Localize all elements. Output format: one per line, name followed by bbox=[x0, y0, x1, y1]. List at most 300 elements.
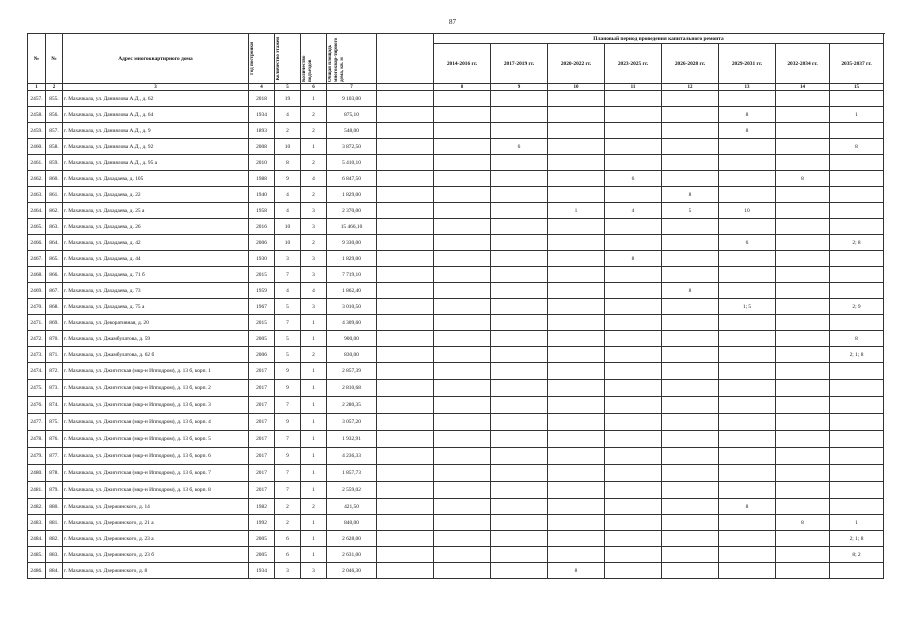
table-row bbox=[28, 448, 884, 465]
spacer-cell bbox=[377, 171, 434, 187]
spacer-cell bbox=[377, 283, 434, 299]
row-index: 2465. bbox=[28, 219, 46, 235]
period-cell bbox=[719, 531, 776, 547]
entrances-cell: 4 bbox=[301, 283, 327, 299]
table-row bbox=[28, 563, 884, 579]
period-cell bbox=[491, 107, 548, 123]
period-cell bbox=[662, 414, 719, 431]
row-number: 861. bbox=[46, 187, 63, 203]
period-cell bbox=[491, 299, 548, 315]
period-cell bbox=[719, 563, 776, 579]
area-cell: 6 847,50 bbox=[327, 171, 377, 187]
table-row bbox=[28, 515, 884, 531]
spacer-cell bbox=[377, 139, 434, 155]
period-cell bbox=[719, 465, 776, 482]
row-index: 2485. bbox=[28, 547, 46, 563]
floors-cell: 7 bbox=[275, 267, 301, 283]
period-cell bbox=[605, 380, 662, 397]
row-number: 867. bbox=[46, 283, 63, 299]
table-row bbox=[28, 547, 884, 563]
period-cell: 2; 1; 8 bbox=[830, 347, 884, 363]
spacer-cell bbox=[377, 380, 434, 397]
period-cell bbox=[434, 203, 491, 219]
table-row bbox=[28, 139, 884, 155]
period-cell bbox=[776, 331, 830, 347]
period-cell bbox=[719, 219, 776, 235]
period-cell bbox=[548, 283, 605, 299]
period-cell bbox=[548, 397, 605, 414]
period-cell bbox=[662, 397, 719, 414]
period-cell bbox=[548, 299, 605, 315]
header-year: Год постройки bbox=[250, 42, 255, 75]
table-row bbox=[28, 397, 884, 414]
row-index: 2464. bbox=[28, 203, 46, 219]
row-number: 877. bbox=[46, 448, 63, 465]
period-cell bbox=[662, 123, 719, 139]
period-cell bbox=[830, 283, 884, 299]
period-cell bbox=[434, 331, 491, 347]
address-cell: г. Махачкала, ул. Джигитская (мкр-н Ипподром), д. 13 б, корп. 4 bbox=[63, 414, 249, 431]
table-row bbox=[28, 315, 884, 331]
address-cell: г. Махачкала, ул. Даниялова А.Д., д. 92 bbox=[63, 139, 249, 155]
area-cell: 2 810,68 bbox=[327, 380, 377, 397]
period-cell bbox=[491, 465, 548, 482]
year-cell: 1959 bbox=[249, 283, 275, 299]
page-number: 87 bbox=[449, 18, 456, 26]
period-cell bbox=[548, 431, 605, 448]
period-cell bbox=[719, 363, 776, 380]
period-cell bbox=[434, 482, 491, 499]
period-cell: 2; 9 bbox=[830, 299, 884, 315]
period-cell bbox=[830, 482, 884, 499]
address-cell: г. Махачкала, ул. Дзержинского, д. 23 б bbox=[63, 547, 249, 563]
period-cell bbox=[776, 448, 830, 465]
row-number: 880. bbox=[46, 499, 63, 515]
period-cell bbox=[491, 203, 548, 219]
period-cell bbox=[434, 251, 491, 267]
period-cell bbox=[662, 299, 719, 315]
period-cell bbox=[491, 482, 548, 499]
period-cell bbox=[776, 123, 830, 139]
table-row bbox=[28, 203, 884, 219]
area-cell: 9 330,00 bbox=[327, 235, 377, 251]
entrances-cell: 3 bbox=[301, 251, 327, 267]
period-cell bbox=[434, 363, 491, 380]
header-no: № bbox=[46, 34, 63, 84]
period-cell bbox=[830, 499, 884, 515]
period-cell bbox=[605, 397, 662, 414]
year-cell: 2006 bbox=[249, 235, 275, 251]
floors-cell: 2 bbox=[275, 515, 301, 531]
year-cell: 1967 bbox=[249, 299, 275, 315]
entrances-cell: 2 bbox=[301, 155, 327, 171]
period-cell bbox=[776, 299, 830, 315]
period-cell bbox=[434, 267, 491, 283]
floors-cell: 9 bbox=[275, 363, 301, 380]
header-period-2: 2020-2022 гг. bbox=[548, 44, 605, 84]
period-cell bbox=[491, 91, 548, 107]
floors-cell: 8 bbox=[275, 155, 301, 171]
floors-cell: 10 bbox=[275, 139, 301, 155]
spacer-cell bbox=[377, 203, 434, 219]
period-cell bbox=[491, 219, 548, 235]
table-row bbox=[28, 299, 884, 315]
row-number: 884. bbox=[46, 563, 63, 579]
address-cell: г. Махачкала, ул. Дахадаева, д. 75 а bbox=[63, 299, 249, 315]
period-cell bbox=[662, 465, 719, 482]
header-spacer bbox=[377, 34, 434, 84]
period-cell bbox=[662, 448, 719, 465]
period-cell bbox=[830, 219, 884, 235]
entrances-cell: 3 bbox=[301, 203, 327, 219]
table-row bbox=[28, 531, 884, 547]
year-cell: 1958 bbox=[249, 203, 275, 219]
year-cell: 2005 bbox=[249, 531, 275, 547]
entrances-cell: 2 bbox=[301, 347, 327, 363]
period-cell bbox=[548, 465, 605, 482]
period-cell bbox=[434, 155, 491, 171]
address-cell: г. Махачкала, ул. Джигитская (мкр-н Ипподром), д. 13 б, корп. 7 bbox=[63, 465, 249, 482]
period-cell: 2; 8 bbox=[830, 235, 884, 251]
period-cell bbox=[434, 547, 491, 563]
period-cell bbox=[776, 531, 830, 547]
period-cell bbox=[830, 414, 884, 431]
period-cell bbox=[605, 331, 662, 347]
period-cell bbox=[776, 363, 830, 380]
column-number: 2 bbox=[46, 84, 63, 91]
row-number: 863. bbox=[46, 219, 63, 235]
period-cell bbox=[662, 267, 719, 283]
row-index: 2467. bbox=[28, 251, 46, 267]
entrances-cell: 3 bbox=[301, 219, 327, 235]
floors-cell: 9 bbox=[275, 171, 301, 187]
period-cell bbox=[662, 107, 719, 123]
period-cell bbox=[719, 91, 776, 107]
header-period-4: 2026-2028 гг. bbox=[662, 44, 719, 84]
period-cell bbox=[662, 315, 719, 331]
row-number: 864. bbox=[46, 235, 63, 251]
period-cell bbox=[776, 91, 830, 107]
period-cell bbox=[548, 448, 605, 465]
address-cell: г. Махачкала, ул. Даниялова А.Д., д. 9 bbox=[63, 123, 249, 139]
period-cell bbox=[491, 547, 548, 563]
area-cell: 2 370,00 bbox=[327, 203, 377, 219]
table-row bbox=[28, 235, 884, 251]
spacer-cell bbox=[377, 219, 434, 235]
period-cell: 6 bbox=[491, 139, 548, 155]
period-cell: 10 bbox=[719, 203, 776, 219]
period-cell: 1 bbox=[830, 107, 884, 123]
area-cell: 2 628,00 bbox=[327, 531, 377, 547]
period-cell bbox=[605, 299, 662, 315]
floors-cell: 7 bbox=[275, 431, 301, 448]
floors-cell: 4 bbox=[275, 203, 301, 219]
row-number: 882. bbox=[46, 531, 63, 547]
period-cell bbox=[434, 315, 491, 331]
period-cell bbox=[719, 347, 776, 363]
table-row bbox=[28, 499, 884, 515]
period-cell bbox=[605, 315, 662, 331]
period-cell bbox=[830, 155, 884, 171]
year-cell: 2015 bbox=[249, 267, 275, 283]
area-cell: 3 057,20 bbox=[327, 414, 377, 431]
period-cell bbox=[605, 219, 662, 235]
area-cell: 3 010,50 bbox=[327, 299, 377, 315]
period-cell bbox=[776, 414, 830, 431]
period-cell bbox=[605, 431, 662, 448]
spacer-cell bbox=[377, 448, 434, 465]
spacer-cell bbox=[377, 499, 434, 515]
period-cell: 1 bbox=[548, 203, 605, 219]
header-idx: № bbox=[28, 34, 46, 84]
entrances-cell: 1 bbox=[301, 363, 327, 380]
period-cell bbox=[662, 531, 719, 547]
period-cell bbox=[548, 267, 605, 283]
area-cell: 3 872,50 bbox=[327, 139, 377, 155]
row-index: 2479. bbox=[28, 448, 46, 465]
table-row bbox=[28, 414, 884, 431]
period-cell bbox=[434, 107, 491, 123]
table-row bbox=[28, 347, 884, 363]
period-cell bbox=[434, 563, 491, 579]
period-cell bbox=[548, 187, 605, 203]
spacer-cell bbox=[377, 563, 434, 579]
column-number: 4 bbox=[249, 84, 275, 91]
row-number: 855. bbox=[46, 91, 63, 107]
period-cell bbox=[548, 547, 605, 563]
period-cell bbox=[434, 431, 491, 448]
period-cell bbox=[605, 155, 662, 171]
row-index: 2471. bbox=[28, 315, 46, 331]
row-number: 873. bbox=[46, 380, 63, 397]
period-cell bbox=[491, 499, 548, 515]
floors-cell: 7 bbox=[275, 465, 301, 482]
period-cell bbox=[776, 482, 830, 499]
header-period-6: 2032-2034 гг. bbox=[776, 44, 830, 84]
period-cell bbox=[491, 363, 548, 380]
period-cell bbox=[662, 331, 719, 347]
period-cell bbox=[491, 431, 548, 448]
year-cell: 2015 bbox=[249, 315, 275, 331]
area-cell: 1 829,00 bbox=[327, 251, 377, 267]
year-cell: 1992 bbox=[249, 515, 275, 531]
period-cell: 2; 1; 8 bbox=[830, 531, 884, 547]
period-cell bbox=[491, 235, 548, 251]
row-index: 2475. bbox=[28, 380, 46, 397]
period-cell bbox=[548, 414, 605, 431]
period-cell bbox=[605, 107, 662, 123]
period-cell bbox=[491, 531, 548, 547]
year-cell: 1940 bbox=[249, 187, 275, 203]
header-period-title: Плановый период проведения капитального ремонта bbox=[434, 34, 884, 44]
period-cell bbox=[491, 267, 548, 283]
floors-cell: 10 bbox=[275, 235, 301, 251]
period-cell bbox=[776, 155, 830, 171]
year-cell: 2017 bbox=[249, 397, 275, 414]
column-number: 13 bbox=[719, 84, 776, 91]
period-cell bbox=[434, 465, 491, 482]
entrances-cell: 3 bbox=[301, 563, 327, 579]
area-cell: 2 857,39 bbox=[327, 363, 377, 380]
header-floors: Количество этажей bbox=[276, 36, 281, 81]
address-cell: г. Махачкала, ул. Дахадаева, д. 44 bbox=[63, 251, 249, 267]
period-cell bbox=[548, 91, 605, 107]
spacer-cell bbox=[377, 251, 434, 267]
period-cell bbox=[548, 363, 605, 380]
spacer-cell bbox=[377, 465, 434, 482]
period-cell bbox=[548, 123, 605, 139]
floors-cell: 2 bbox=[275, 123, 301, 139]
spacer-cell bbox=[377, 397, 434, 414]
area-cell: 1 857,73 bbox=[327, 465, 377, 482]
period-cell bbox=[491, 397, 548, 414]
address-cell: г. Махачкала, ул. Дзержинского, д. 8 bbox=[63, 563, 249, 579]
period-cell bbox=[776, 267, 830, 283]
area-cell: 1 932,91 bbox=[327, 431, 377, 448]
row-index: 2474. bbox=[28, 363, 46, 380]
period-cell bbox=[491, 283, 548, 299]
period-cell: 1 bbox=[830, 515, 884, 531]
address-cell: г. Махачкала, ул. Дахадаева, д. 71 б bbox=[63, 267, 249, 283]
header-address: Адрес многоквартирного дома bbox=[63, 34, 249, 84]
row-number: 869. bbox=[46, 315, 63, 331]
row-index: 2466. bbox=[28, 235, 46, 251]
period-cell bbox=[776, 547, 830, 563]
period-cell bbox=[662, 219, 719, 235]
period-cell bbox=[662, 251, 719, 267]
column-number: 5 bbox=[275, 84, 301, 91]
period-cell bbox=[830, 380, 884, 397]
area-cell: 7 719,10 bbox=[327, 267, 377, 283]
period-cell bbox=[548, 380, 605, 397]
entrances-cell: 2 bbox=[301, 499, 327, 515]
row-index: 2478. bbox=[28, 431, 46, 448]
period-cell bbox=[830, 431, 884, 448]
header-area: Общая площадь многоквар-тирного дома, кв. м bbox=[328, 37, 345, 82]
header-entrances: Количество подъездов bbox=[302, 55, 313, 82]
table-row bbox=[28, 331, 884, 347]
year-cell: 2017 bbox=[249, 448, 275, 465]
period-cell bbox=[434, 299, 491, 315]
period-cell bbox=[605, 482, 662, 499]
area-cell: 900,00 bbox=[327, 331, 377, 347]
period-cell: 8 bbox=[548, 563, 605, 579]
period-cell: 6 bbox=[719, 235, 776, 251]
floors-cell: 10 bbox=[275, 219, 301, 235]
area-cell: 421,50 bbox=[327, 499, 377, 515]
column-number: 6 bbox=[301, 84, 327, 91]
period-cell bbox=[491, 331, 548, 347]
period-cell: 8 bbox=[776, 171, 830, 187]
address-cell: г. Махачкала, ул. Дахадаева, д. 42 bbox=[63, 235, 249, 251]
row-index: 2472. bbox=[28, 331, 46, 347]
period-cell bbox=[491, 347, 548, 363]
row-number: 879. bbox=[46, 482, 63, 499]
address-cell: г. Махачкала, ул. Дзержинского, д. 21 а bbox=[63, 515, 249, 531]
period-cell bbox=[605, 283, 662, 299]
table-row bbox=[28, 91, 884, 107]
year-cell: 2017 bbox=[249, 431, 275, 448]
period-cell bbox=[830, 91, 884, 107]
column-number: 1 bbox=[28, 84, 46, 91]
period-cell bbox=[548, 155, 605, 171]
period-cell: 8 bbox=[719, 123, 776, 139]
year-cell: 2006 bbox=[249, 347, 275, 363]
period-cell bbox=[491, 315, 548, 331]
area-cell: 2 280,35 bbox=[327, 397, 377, 414]
period-cell bbox=[662, 515, 719, 531]
row-number: 857. bbox=[46, 123, 63, 139]
period-cell bbox=[719, 515, 776, 531]
row-index: 2470. bbox=[28, 299, 46, 315]
period-cell bbox=[434, 347, 491, 363]
period-cell bbox=[662, 363, 719, 380]
period-cell bbox=[434, 380, 491, 397]
period-cell: 8 bbox=[776, 515, 830, 531]
column-number: 11 bbox=[605, 84, 662, 91]
period-cell bbox=[662, 431, 719, 448]
period-cell bbox=[662, 235, 719, 251]
floors-cell: 19 bbox=[275, 91, 301, 107]
year-cell: 2017 bbox=[249, 465, 275, 482]
year-cell: 1934 bbox=[249, 563, 275, 579]
spacer-cell bbox=[377, 547, 434, 563]
floors-cell: 5 bbox=[275, 331, 301, 347]
period-cell bbox=[605, 499, 662, 515]
row-index: 2462. bbox=[28, 171, 46, 187]
period-cell bbox=[605, 465, 662, 482]
period-cell bbox=[830, 448, 884, 465]
period-cell bbox=[605, 347, 662, 363]
address-cell: г. Махачкала, ул. Дзержинского, д. 14 bbox=[63, 499, 249, 515]
area-cell: 5 410,10 bbox=[327, 155, 377, 171]
row-index: 2458. bbox=[28, 107, 46, 123]
column-number: 9 bbox=[491, 84, 548, 91]
table-row bbox=[28, 482, 884, 499]
period-cell bbox=[776, 187, 830, 203]
row-index: 2463. bbox=[28, 187, 46, 203]
period-cell bbox=[776, 203, 830, 219]
header-period-7: 2035-2037 гг. bbox=[830, 44, 884, 84]
period-cell bbox=[434, 531, 491, 547]
entrances-cell: 1 bbox=[301, 482, 327, 499]
entrances-cell: 1 bbox=[301, 139, 327, 155]
row-number: 866. bbox=[46, 267, 63, 283]
table-row bbox=[28, 123, 884, 139]
period-cell bbox=[830, 563, 884, 579]
period-cell bbox=[605, 547, 662, 563]
column-number-pad bbox=[377, 84, 434, 91]
entrances-cell: 1 bbox=[301, 315, 327, 331]
floors-cell: 4 bbox=[275, 283, 301, 299]
row-index: 2477. bbox=[28, 414, 46, 431]
floors-cell: 5 bbox=[275, 347, 301, 363]
period-cell: 4 bbox=[605, 203, 662, 219]
spacer-cell bbox=[377, 235, 434, 251]
year-cell: 2005 bbox=[249, 547, 275, 563]
row-index: 2469. bbox=[28, 283, 46, 299]
row-number: 859. bbox=[46, 155, 63, 171]
floors-cell: 7 bbox=[275, 397, 301, 414]
period-cell: 8 bbox=[605, 251, 662, 267]
area-cell: 548,00 bbox=[327, 123, 377, 139]
period-cell: 8 bbox=[719, 107, 776, 123]
row-index: 2468. bbox=[28, 267, 46, 283]
period-cell bbox=[434, 91, 491, 107]
row-index: 2476. bbox=[28, 397, 46, 414]
spacer-cell bbox=[377, 187, 434, 203]
entrances-cell: 1 bbox=[301, 331, 327, 347]
